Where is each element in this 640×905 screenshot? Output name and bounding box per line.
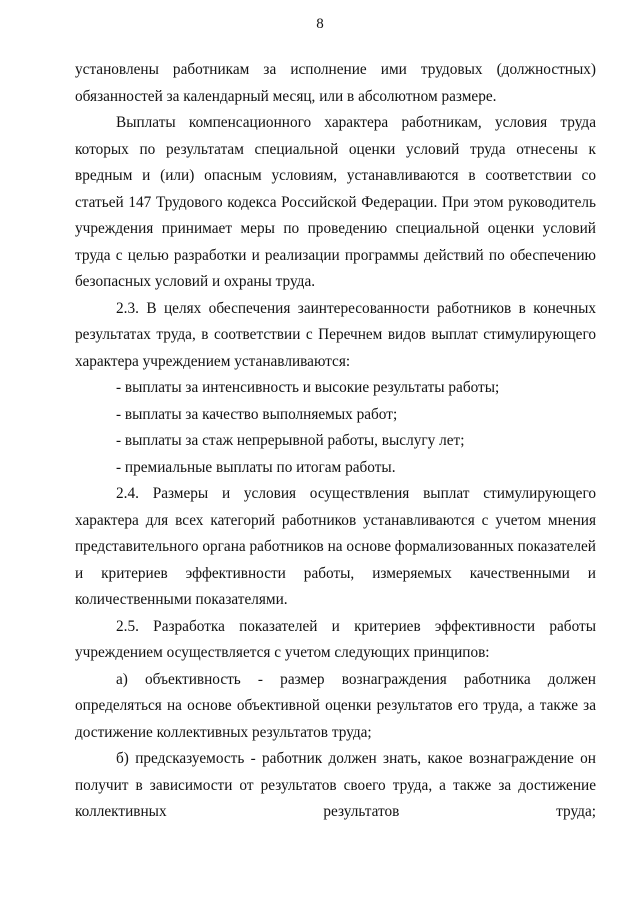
paragraph-principle-objectivity: а) объективность - размер вознаграждения работника должен определяться на основе объективной оценки результатов его труда, а также за достижение коллективных результатов труда; bbox=[75, 670, 596, 741]
paragraph-2-4: 2.4. Размеры и условия осуществления выплат стимулирующего характера для всех категорий работников устанавливаются с учетом мнения представительного органа работников на основе формализованных показателей и критериев эффективности работы, измеряемых качественными и количественными показателями. bbox=[75, 485, 596, 608]
paragraph-compensation-payments: Выплаты компенсационного характера работникам, условия труда которых по результатам специальной оценки условий труда отнесены к вредным и (или) опасным условиям, устанавливаются в соответствии со статьей 147 Трудового кодекса Российской Федерации. При этом руководитель учреждения принимает меры по проведению специальной оценки условий труда с целью разработки и реализации программы действий по обеспечению безопасных условий и охраны труда. bbox=[75, 114, 596, 290]
page-number: 8 bbox=[316, 16, 324, 32]
list-item-bonus: - премиальные выплаты по итогам работы. bbox=[116, 458, 396, 476]
paragraph-continuation: установлены работникам за исполнение ими трудовых (должностных) обязанностей за календарный месяц, или в абсолютном размере. bbox=[75, 61, 596, 105]
paragraph-2-5: 2.5. Разработка показателей и критериев эффективности работы учреждением осуществляется с учетом следующих принципов: bbox=[75, 617, 596, 661]
list-item-intensity: - выплаты за интенсивность и высокие результаты работы; bbox=[116, 379, 500, 396]
paragraph-2-3: 2.3. В целях обеспечения заинтересованности работников в конечных результатах труда, в соответствии с Перечнем видов выплат стимулирующего характера учреждением устанавливаются: bbox=[75, 299, 596, 370]
document-body bbox=[75, 57, 596, 826]
paragraph-principle-predictability: б) предсказуемость - работник должен знать, какое вознаграждение он получит в зависимости от результатов своего труда, а также за достижение коллективных результатов труда; bbox=[75, 750, 596, 820]
list-item-quality: - выплаты за качество выполняемых работ; bbox=[116, 405, 398, 423]
list-item-seniority: - выплаты за стаж непрерывной работы, выслугу лет; bbox=[116, 432, 465, 449]
